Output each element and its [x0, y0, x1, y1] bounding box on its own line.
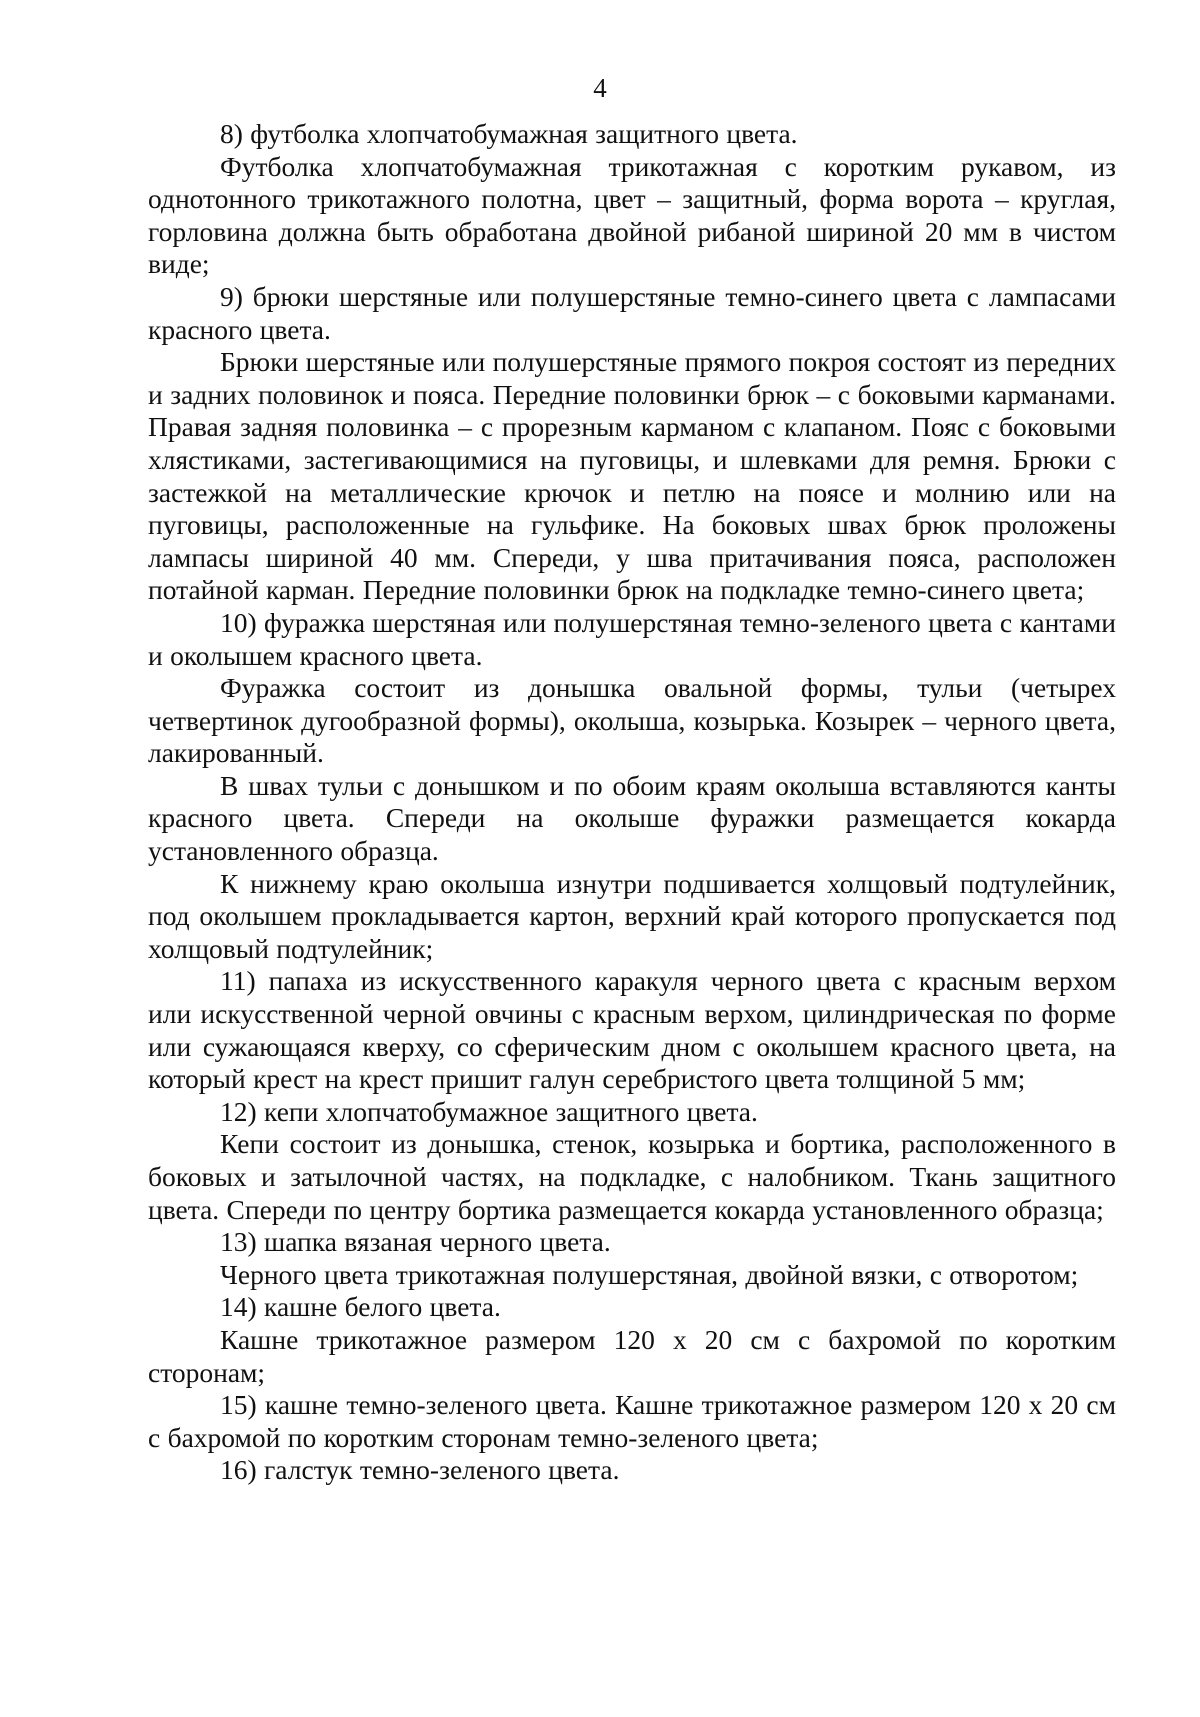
- white-scarf-description: Кашне трикотажное размером 120 х 20 см с бахромой по коротким сторонам;: [148, 1323, 1116, 1388]
- cap-lining-description: К нижнему краю околыша изнутри подшивается холщовый подтулейник, под околышем прокладывается картон, верхний край которого пропускается под холщовый подтулейник;: [148, 867, 1116, 964]
- page-number: 4: [593, 73, 607, 103]
- item-13-heading: 13) шапка вязаная черного цвета.: [220, 1226, 611, 1258]
- item-9-heading: 9) брюки шерстяные или полушерстяные темно-синего цвета с лампасами красного цвета.: [148, 280, 1116, 345]
- knit-hat-description: Черного цвета трикотажная полушерстяная, двойной вязки, с отворотом;: [220, 1258, 1079, 1290]
- item-12-heading: 12) кепи хлопчатобумажное защитного цвета.: [220, 1095, 758, 1127]
- item-14-heading: 14) кашне белого цвета.: [220, 1291, 501, 1323]
- cap-description: Фуражка состоит из донышка овальной формы, тульи (четырех четвертинок дугообразной формы), околыша, козырька. Козырек – черного цвета, лакированный.: [148, 672, 1116, 769]
- item-11-papakha: 11) папаха из искусственного каракуля черного цвета с красным верхом или искусственной черной овчины с красным верхом, цилиндрическая по форме или сужающаяся кверху, со сферическим дном с околышем красного цвета, на который крест на крест пришит галун серебристого цвета толщиной 5 мм;: [148, 965, 1116, 1095]
- item-15-green-scarf: 15) кашне темно-зеленого цвета. Кашне трикотажное размером 120 х 20 см с бахромой по коротким сторонам темно-зеленого цвета;: [148, 1389, 1116, 1453]
- kepi-description: Кепи состоит из донышка, стенок, козырька и бортика, расположенного в боковых и затылочной частях, на подкладке, с налобником. Ткань защитного цвета. Спереди по центру бортика размещается кокарда установленного образца;: [148, 1128, 1116, 1225]
- cap-piping-description: В швах тульи с донышком и по обоим краям околыша вставляются канты красного цвета. Спереди на околыше фуражки размещается кокарда установленного образца.: [148, 769, 1116, 867]
- trousers-description: Брюки шерстяные или полушерстяные прямого покроя состоят из передних и задних половинок и пояса. Передние половинки брюк – с боковыми карманами. Правая задняя половинка – с прорезным карманом с клапаном. Пояс с боковыми хлястиками, застегивающимися на пуговицы, и шлевками для ремня. Брюки с застежкой на металлические крючок и петлю на поясе и молнию или на пуговицы, расположенные на гульфике. На боковых швах брюк проложены лампасы шириной 40 мм. Спереди, у шва притачивания пояса, расположен потайной карман. Передние половинки брюк на подкладке темно-синего цвета;: [148, 346, 1116, 606]
- item-8-heading: 8) футболка хлопчатобумажная защитного цвета.: [220, 118, 798, 149]
- item-16-heading: 16) галстук темно-зеленого цвета.: [220, 1454, 620, 1486]
- tshirt-description: Футболка хлопчатобумажная трикотажная с коротким рукавом, из однотонного трикотажного полотна, цвет – защитный, форма ворота – круглая, горловина должна быть обработана двойной рибаной шириной 20 мм в чистом виде;: [148, 150, 1116, 280]
- document-body: [148, 118, 1116, 1487]
- item-10-heading: 10) фуражка шерстяная или полушерстяная темно-зеленого цвета с кантами и околышем красного цвета.: [148, 606, 1116, 671]
